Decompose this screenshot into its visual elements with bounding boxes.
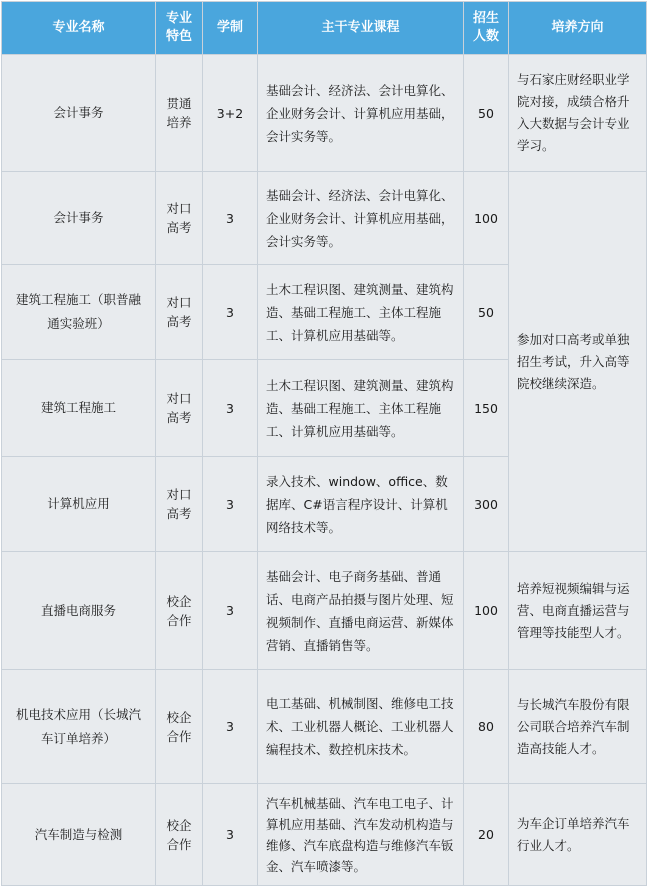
courses-cell [258, 457, 464, 552]
courses-cell [258, 552, 464, 670]
feature-cell [156, 457, 203, 552]
direction-text: 与长城汽车股份有限公司联合培养汽车制造高技能人才。 [517, 696, 630, 756]
program-table [1, 1, 647, 886]
major-name: 机电技术应用（长城汽车订单培养） [15, 706, 141, 746]
direction-cell [509, 784, 647, 886]
feature-text: 对口高考 [166, 201, 192, 235]
duration-cell [203, 784, 258, 886]
feature-cell [156, 172, 203, 265]
enroll-cell [464, 552, 509, 670]
feature-text: 对口高考 [166, 487, 192, 521]
courses-text: 基础会计、电子商务基础、普通话、电商产品拍摄与图片处理、短视频制作、直播电商运营、新媒体营销、直播销售等。 [266, 568, 454, 653]
duration-text: 3 [226, 210, 234, 226]
major-name: 建筑工程施工（职普融通实验班） [16, 292, 142, 331]
header-major-label: 专业名称 [52, 20, 105, 35]
major-cell [2, 265, 156, 360]
feature-cell [156, 784, 203, 886]
courses-text: 土木工程识图、建筑测量、建筑构造、基础工程施工、主体工程施工、计算机应用基础等。 [266, 377, 454, 439]
courses-cell [258, 265, 464, 360]
duration-text: 3 [226, 603, 234, 618]
enroll-cell [464, 670, 509, 784]
duration-text: 3 [226, 304, 234, 320]
duration-cell [203, 360, 258, 457]
enroll-cell [464, 265, 509, 360]
duration-cell [203, 265, 258, 360]
feature-text: 校企合作 [166, 593, 192, 628]
direction-text: 与石家庄财经职业学院对接，成绩合格升入大数据与会计专业学习。 [517, 72, 630, 153]
direction-cell [509, 670, 647, 784]
major-name: 计算机应用 [47, 496, 110, 511]
table-row [2, 552, 647, 670]
header-direction [509, 2, 647, 55]
major-cell [2, 457, 156, 552]
major-name: 汽车制造与检测 [34, 826, 123, 842]
duration-text: 3 [226, 719, 234, 734]
header-enroll [464, 2, 509, 55]
duration-text: 3 [226, 827, 234, 842]
major-name: 会计事务 [53, 105, 104, 120]
courses-text: 电工基础、机械制图、维修电工技术、工业机器人概论、工业机器人编程技术、数控机床技术。 [266, 696, 454, 757]
enroll-cell [464, 457, 509, 552]
feature-cell [156, 670, 203, 784]
direction-text: 培养短视频编辑与运营、电商直播运营与管理等技能型人才。 [517, 580, 630, 640]
enroll-cell [464, 360, 509, 457]
direction-cell [509, 552, 647, 670]
duration-text: 3 [226, 496, 234, 512]
header-courses [258, 2, 464, 55]
feature-text: 贯通培养 [166, 96, 192, 130]
table-row [2, 55, 647, 172]
feature-cell [156, 55, 203, 172]
major-name: 直播电商服务 [40, 602, 116, 618]
major-cell [2, 670, 156, 784]
header-major [2, 2, 156, 55]
header-direction-label: 培养方向 [551, 20, 604, 35]
table-row [2, 784, 647, 886]
major-name: 建筑工程施工 [40, 400, 116, 415]
duration-cell [203, 552, 258, 670]
table-row [2, 172, 647, 265]
enroll-cell [464, 55, 509, 172]
major-cell [2, 172, 156, 265]
direction-cell [509, 55, 647, 172]
header-row [2, 2, 647, 55]
header-duration [203, 2, 258, 55]
feature-cell [156, 552, 203, 670]
courses-cell [258, 784, 464, 886]
enroll-count: 50 [478, 105, 494, 121]
enroll-count: 300 [474, 496, 498, 512]
header-courses-label: 主干专业课程 [321, 20, 400, 35]
feature-text: 校企合作 [166, 709, 192, 744]
duration-text: 3 [226, 400, 234, 416]
header-enroll-label: 招生人数 [472, 11, 499, 44]
feature-cell [156, 265, 203, 360]
feature-cell [156, 360, 203, 457]
feature-text: 对口高考 [166, 391, 192, 425]
shared-direction-cell [509, 172, 647, 552]
header-feature [156, 2, 203, 55]
courses-text: 汽车机械基础、汽车电工电子、计算机应用基础、汽车发动机构造与维修、汽车底盘构造与维修汽车钣金、汽车喷漆等。 [266, 795, 454, 874]
feature-text: 对口高考 [166, 295, 192, 329]
courses-cell [258, 670, 464, 784]
enroll-count: 100 [474, 603, 498, 618]
enroll-cell [464, 784, 509, 886]
courses-cell [258, 172, 464, 265]
courses-cell [258, 55, 464, 172]
enroll-count: 100 [474, 210, 498, 226]
courses-text: 基础会计、经济法、会计电算化、企业财务会计、计算机应用基础，会计实务等。 [266, 187, 454, 249]
feature-text: 校企合作 [166, 817, 192, 852]
duration-text: 3+2 [216, 105, 244, 121]
duration-cell [203, 55, 258, 172]
duration-cell [203, 670, 258, 784]
enroll-count: 20 [478, 827, 494, 842]
major-cell [2, 55, 156, 172]
duration-cell [203, 457, 258, 552]
enroll-count: 150 [474, 400, 498, 416]
enroll-count: 50 [478, 304, 494, 320]
major-cell [2, 552, 156, 670]
shared-direction-text: 参加对口高考或单独招生考试，升入高等院校继续深造。 [517, 331, 630, 391]
courses-text: 录入技术、window、office、数据库、C#语言程序设计、计算机网络技术等。 [266, 473, 448, 535]
table-row [2, 670, 647, 784]
major-name: 会计事务 [53, 210, 104, 225]
duration-cell [203, 172, 258, 265]
enroll-count: 80 [478, 719, 494, 734]
header-duration-label: 学制 [216, 20, 243, 35]
courses-cell [258, 360, 464, 457]
courses-text: 土木工程识图、建筑测量、建筑构造、基础工程施工、主体工程施工、计算机应用基础等。 [266, 281, 454, 343]
enroll-cell [464, 172, 509, 265]
direction-text: 为车企订单培养汽车行业人才。 [517, 815, 630, 853]
header-feature-label: 专业特色 [165, 11, 192, 44]
major-cell [2, 360, 156, 457]
courses-text: 基础会计、经济法、会计电算化、企业财务会计、计算机应用基础，会计实务等。 [266, 82, 454, 144]
major-cell [2, 784, 156, 886]
